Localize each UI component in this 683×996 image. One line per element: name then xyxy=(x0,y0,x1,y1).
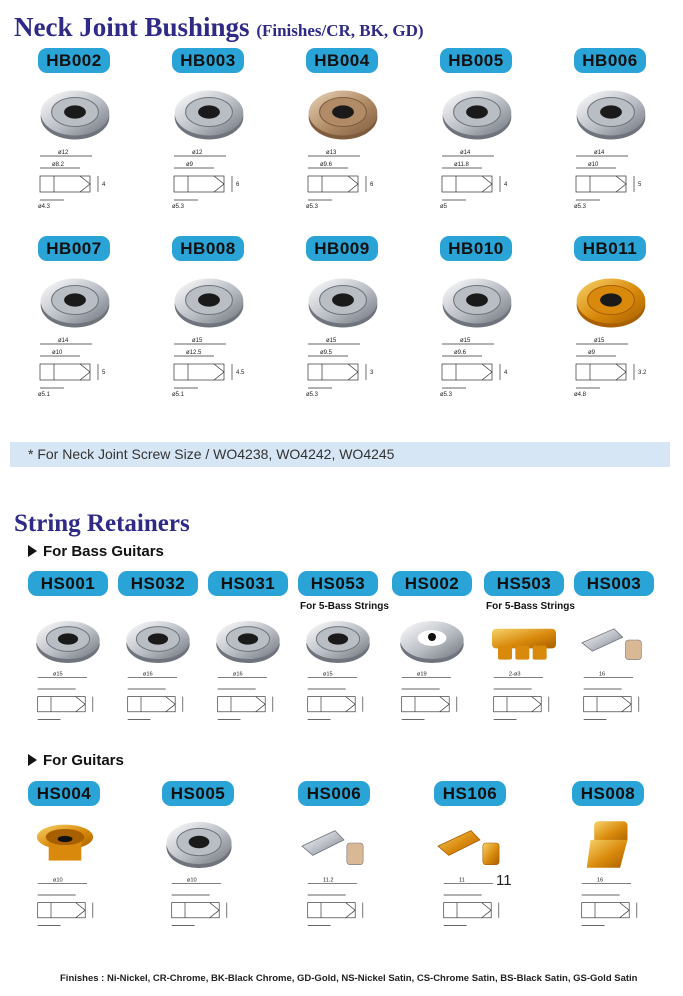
hole-diameter-label: ø4.8 xyxy=(574,392,587,398)
guitar-hs008-drawing xyxy=(576,876,650,940)
hole-diameter-label: ø5.3 xyxy=(574,204,587,210)
part-code-tag-hs004: HS004 xyxy=(28,781,100,806)
neck-hb004-photo xyxy=(304,80,382,146)
dimension-label: ø15 xyxy=(52,671,63,678)
bass-hs053-photo xyxy=(302,612,374,668)
play-arrow-icon xyxy=(28,754,37,766)
part-code-tag-hb011: HB011 xyxy=(574,236,646,261)
dimension-label: ø16 xyxy=(142,671,153,678)
bass-subheading: For Bass Guitars xyxy=(28,543,164,560)
hole-diameter-label: ø5.1 xyxy=(172,392,185,398)
outer-diameter-label: ø15 xyxy=(326,338,337,344)
height-label: 5 xyxy=(638,182,642,188)
guitar-hs004-drawing xyxy=(32,876,106,940)
height-label: 5 xyxy=(102,370,106,376)
part-code-tag-hs503: HS503 xyxy=(484,571,564,596)
part-code-tag-hs005: HS005 xyxy=(162,781,234,806)
guitar-hs006-drawing xyxy=(302,876,376,940)
part-code-tag-hb007: HB007 xyxy=(38,236,110,261)
neck-hb005-drawing xyxy=(436,148,514,215)
neck-hb010-photo xyxy=(438,268,516,334)
outer-diameter-label: ø15 xyxy=(460,338,471,344)
outer-diameter-label: ø14 xyxy=(594,150,605,156)
inner-diameter-label: ø12.5 xyxy=(186,350,202,356)
part-code-tag-hb005: HB005 xyxy=(440,48,512,73)
guitar-hs008-photo xyxy=(572,812,646,874)
guitar-hs006-photo xyxy=(298,812,372,874)
finishes-legend: Finishes : Ni-Nickel, CR-Chrome, BK-Black Chrome, GD-Gold, NS-Nickel Satin, CS-Chrome Satin, BS-Black Satin, GS-Gold Satin xyxy=(60,973,638,984)
bass-hs001-photo xyxy=(32,612,104,668)
bass-hs003-photo xyxy=(578,612,650,668)
neck-section-title: Neck Joint Bushings (Finishes/CR, BK, GD) xyxy=(14,12,424,42)
part-code-tag-hs053: HS053 xyxy=(298,571,378,596)
neck-hb004-drawing xyxy=(302,148,380,215)
dimension-label: 16 xyxy=(596,877,604,884)
hole-diameter-label: ø4.3 xyxy=(38,204,51,210)
inner-diameter-label: ø9 xyxy=(588,350,596,356)
bass-hs031-drawing xyxy=(212,670,286,734)
bass-hs032-drawing xyxy=(122,670,196,734)
outer-diameter-label: ø12 xyxy=(192,150,203,156)
neck-hb002-drawing xyxy=(34,148,112,215)
neck-hb011-drawing xyxy=(570,336,648,403)
dimension-label: 11.2 xyxy=(322,877,334,884)
part-code-tag-hb002: HB002 xyxy=(38,48,110,73)
hole-diameter-label: ø5.3 xyxy=(440,392,453,398)
neck-hb007-photo xyxy=(36,268,114,334)
guitar-hs106-drawing xyxy=(438,876,512,940)
neck-hb010-drawing xyxy=(436,336,514,403)
hole-diameter-label: ø5.3 xyxy=(172,204,185,210)
hole-diameter-label: ø5 xyxy=(440,204,448,210)
guitar-hs106-photo xyxy=(434,812,508,874)
part-code-tag-hs001: HS001 xyxy=(28,571,108,596)
part-code-tag-hb003: HB003 xyxy=(172,48,244,73)
bass-hs001-drawing xyxy=(32,670,106,734)
dimension-label: ø16 xyxy=(232,671,243,678)
dimension-label: 16 xyxy=(598,671,606,678)
part-code-tag-hb004: HB004 xyxy=(306,48,378,73)
part-code-tag-hb006: HB006 xyxy=(574,48,646,73)
hs106-dimension: 11 xyxy=(496,872,512,889)
neck-hb003-drawing xyxy=(168,148,246,215)
neck-hb003-photo xyxy=(170,80,248,146)
inner-diameter-label: ø9 xyxy=(186,162,194,168)
part-caption-hs053: For 5-Bass Strings xyxy=(300,601,389,612)
bass-hs032-photo xyxy=(122,612,194,668)
neck-hb009-drawing xyxy=(302,336,380,403)
outer-diameter-label: ø15 xyxy=(192,338,203,344)
outer-diameter-label: ø15 xyxy=(594,338,605,344)
outer-diameter-label: ø13 xyxy=(326,150,337,156)
outer-diameter-label: ø12 xyxy=(58,150,69,156)
hole-diameter-label: ø5.3 xyxy=(306,204,319,210)
inner-diameter-label: ø10 xyxy=(588,162,599,168)
part-code-tag-hs032: HS032 xyxy=(118,571,198,596)
neck-hb002-photo xyxy=(36,80,114,146)
part-code-tag-hs002: HS002 xyxy=(392,571,472,596)
bass-hs503-photo xyxy=(488,612,560,668)
inner-diameter-label: ø10 xyxy=(52,350,63,356)
bass-hs003-drawing xyxy=(578,670,652,734)
part-code-tag-hs003: HS003 xyxy=(574,571,654,596)
neck-section-subtitle: (Finishes/CR, BK, GD) xyxy=(256,21,424,40)
bass-hs503-drawing xyxy=(488,670,562,734)
part-caption-hs503: For 5-Bass Strings xyxy=(486,601,575,612)
part-code-tag-hs008: HS008 xyxy=(572,781,644,806)
neck-hb008-photo xyxy=(170,268,248,334)
height-label: 6 xyxy=(370,182,374,188)
part-code-tag-hb009: HB009 xyxy=(306,236,378,261)
part-code-tag-hs006: HS006 xyxy=(298,781,370,806)
height-label: 4.5 xyxy=(236,370,245,376)
neck-hb011-photo xyxy=(572,268,650,334)
inner-diameter-label: ø11.8 xyxy=(454,162,469,168)
part-code-tag-hb008: HB008 xyxy=(172,236,244,261)
height-label: 4 xyxy=(504,182,508,188)
hole-diameter-label: ø5.1 xyxy=(38,392,51,398)
inner-diameter-label: ø9.6 xyxy=(320,162,333,168)
guitar-subheading: For Guitars xyxy=(28,752,124,769)
height-label: 4 xyxy=(504,370,508,376)
play-arrow-icon xyxy=(28,545,37,557)
neck-hb008-drawing xyxy=(168,336,246,403)
neck-hb006-drawing xyxy=(570,148,648,215)
bass-hs053-drawing xyxy=(302,670,376,734)
dimension-label: ø10 xyxy=(186,877,197,884)
guitar-hs005-photo xyxy=(162,812,236,874)
screw-size-note: * For Neck Joint Screw Size / WO4238, WO4242, WO4245 xyxy=(10,442,670,467)
neck-hb006-photo xyxy=(572,80,650,146)
dimension-label: 11 xyxy=(458,877,465,884)
part-code-tag-hs106: HS106 xyxy=(434,781,506,806)
outer-diameter-label: ø14 xyxy=(58,338,69,344)
part-code-tag-hb010: HB010 xyxy=(440,236,512,261)
neck-hb007-drawing xyxy=(34,336,112,403)
retainers-section-title: String Retainers xyxy=(14,510,190,537)
height-label: 6 xyxy=(236,182,240,188)
dimension-label: 2-ø3 xyxy=(508,671,521,678)
hole-diameter-label: ø5.3 xyxy=(306,392,319,398)
outer-diameter-label: ø14 xyxy=(460,150,471,156)
inner-diameter-label: ø8.2 xyxy=(52,162,65,168)
dimension-label: ø15 xyxy=(322,671,333,678)
bass-hs002-drawing xyxy=(396,670,470,734)
part-code-tag-hs031: HS031 xyxy=(208,571,288,596)
height-label: 3.2 xyxy=(638,370,647,376)
guitar-hs004-photo xyxy=(28,812,102,874)
bass-hs002-photo xyxy=(396,612,468,668)
height-label: 4 xyxy=(102,182,106,188)
bass-hs031-photo xyxy=(212,612,284,668)
dimension-label: ø19 xyxy=(416,671,427,678)
neck-hb005-photo xyxy=(438,80,516,146)
inner-diameter-label: ø9.6 xyxy=(454,350,467,356)
inner-diameter-label: ø9.5 xyxy=(320,350,333,356)
dimension-label: ø10 xyxy=(52,877,63,884)
neck-hb009-photo xyxy=(304,268,382,334)
height-label: 3 xyxy=(370,370,374,376)
guitar-hs005-drawing xyxy=(166,876,240,940)
